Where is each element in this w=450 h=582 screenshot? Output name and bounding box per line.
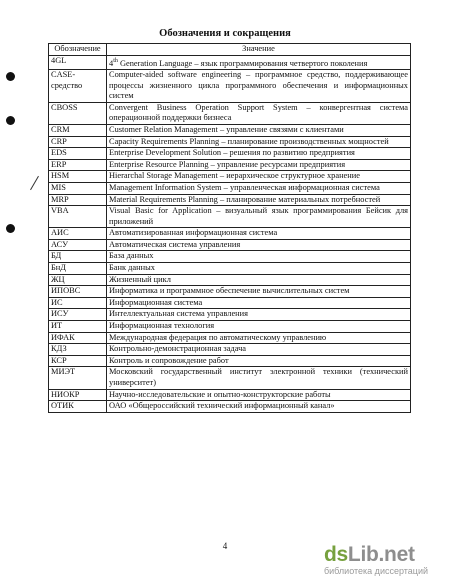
table-row [49, 182, 411, 194]
abbr-cell: CBOSS [49, 102, 107, 124]
margin-bullet [6, 72, 15, 81]
table-row [49, 124, 411, 136]
table-header-row [49, 44, 411, 56]
abbr-cell: EDS [49, 148, 107, 160]
table-row [49, 206, 411, 228]
meaning-cell: Контроль и сопровождение работ [107, 355, 411, 367]
meaning-cell: Management Information System – управленческая информационная система [107, 182, 411, 194]
meaning-cell: Московский государственный институт электронной техники (технический университет) [107, 367, 411, 389]
meaning-cell: Автоматизированная информационная система [107, 228, 411, 240]
abbr-cell: MRP [49, 194, 107, 206]
meaning-cell [107, 55, 411, 69]
abbr-cell: ERP [49, 159, 107, 171]
table-row [49, 239, 411, 251]
margin-bullet [6, 116, 15, 125]
abbr-cell: ИПОВС [49, 286, 107, 298]
abbr-cell: CRM [49, 124, 107, 136]
meaning-cell: Информационная система [107, 297, 411, 309]
abbr-cell: VBA [49, 206, 107, 228]
watermark-tagline: библиотека диссертаций [324, 566, 429, 576]
table-row [49, 263, 411, 275]
abbr-cell: CRP [49, 136, 107, 148]
meaning-cell: Информатика и программное обеспечение вычислительных систем [107, 286, 411, 298]
meaning-cell: Научно-исследовательские и опытно-конструкторские работы [107, 389, 411, 401]
meaning-superscript: th [113, 57, 118, 64]
page-title: Обозначения и сокращения [159, 28, 291, 39]
table-row [49, 228, 411, 240]
abbr-cell: АИС [49, 228, 107, 240]
abbr-cell: ИФАК [49, 332, 107, 344]
table-row [49, 148, 411, 160]
meaning-cell: Международная федерация по автоматическому управлению [107, 332, 411, 344]
table-row [49, 309, 411, 321]
meaning-cell: Банк данных [107, 263, 411, 275]
table-row [49, 355, 411, 367]
watermark-logo-lib: Lib.net [347, 543, 415, 566]
table-row [49, 367, 411, 389]
meaning-cell: Computer-aided software engineering – программное средство, поддерживающее процессы жизненного цикла программного обеспечения и информационных систем [107, 69, 411, 102]
meaning-cell: Customer Relation Management – управление связями с клиентами [107, 124, 411, 136]
dslib-watermark [324, 544, 442, 577]
meaning-cell: Visual Basic for Application – визуальный язык программирования Бейсик для приложений [107, 206, 411, 228]
meaning-prefix: 4 [109, 58, 114, 68]
abbr-cell: CASE-средство [49, 69, 107, 102]
table-row [49, 102, 411, 124]
watermark-logo [324, 544, 442, 566]
meaning-cell: Интеллектуальная система управления [107, 309, 411, 321]
abbr-cell: MIS [49, 182, 107, 194]
abbr-cell: БД [49, 251, 107, 263]
abbr-cell: ЖЦ [49, 274, 107, 286]
abbr-cell: ИТ [49, 321, 107, 333]
table-row [49, 251, 411, 263]
abbr-cell: МИЭТ [49, 367, 107, 389]
meaning-cell: Контрольно-демонстрационная задача [107, 344, 411, 356]
table-row [49, 332, 411, 344]
table-row [49, 389, 411, 401]
abbr-cell: ОТИК [49, 401, 107, 413]
abbr-cell: БнД [49, 263, 107, 275]
meaning-cell: Capacity Requirements Planning – планирование производственных мощностей [107, 136, 411, 148]
table-row [49, 344, 411, 356]
table-row [49, 136, 411, 148]
table-row [49, 321, 411, 333]
abbr-cell: КСР [49, 355, 107, 367]
abbr-cell: HSM [49, 171, 107, 183]
meaning-cell: Convergent Business Operation Support System – конвергентная система операционной поддержки бизнеса [107, 102, 411, 124]
meaning-cell: Жизненный цикл [107, 274, 411, 286]
meaning-cell: Material Requirements Planning – планирование материальных потребностей [107, 194, 411, 206]
margin-bullet [6, 224, 15, 233]
table-row [49, 159, 411, 171]
watermark-logo-ds: ds [324, 543, 348, 566]
abbr-cell: ИС [49, 297, 107, 309]
abbr-cell: АСУ [49, 239, 107, 251]
meaning-cell: Автоматическая система управления [107, 239, 411, 251]
abbr-cell: 4GL [49, 55, 107, 69]
table-row [49, 194, 411, 206]
table-body [49, 55, 411, 412]
page-number: 4 [222, 541, 228, 551]
header-meaning: Значение [107, 44, 411, 56]
table-row [49, 69, 411, 102]
table-row [49, 401, 411, 413]
meaning-cell: База данных [107, 251, 411, 263]
table-row [49, 297, 411, 309]
abbreviations-table [48, 43, 411, 413]
pen-mark [30, 176, 39, 190]
abbr-cell: ИСУ [49, 309, 107, 321]
table-row [49, 274, 411, 286]
meaning-cell: Enterprise Resource Planning – управление ресурсами предприятия [107, 159, 411, 171]
meaning-cell: Enterprise Development Solution – решения по развитию предприятия [107, 148, 411, 160]
meaning-cell: Информационная технология [107, 321, 411, 333]
table-row [49, 286, 411, 298]
header-abbr: Обозначение [49, 44, 107, 56]
table-row [49, 55, 411, 69]
meaning-cell: ОАО «Общероссийский технический информационный канал» [107, 401, 411, 413]
meaning-text: Generation Language – язык программирования четвертого поколения [117, 58, 368, 68]
table-row [49, 171, 411, 183]
meaning-cell: Hierarchal Storage Management – иерархическое структурное хранение [107, 171, 411, 183]
abbr-cell: НИОКР [49, 389, 107, 401]
abbr-cell: КДЗ [49, 344, 107, 356]
